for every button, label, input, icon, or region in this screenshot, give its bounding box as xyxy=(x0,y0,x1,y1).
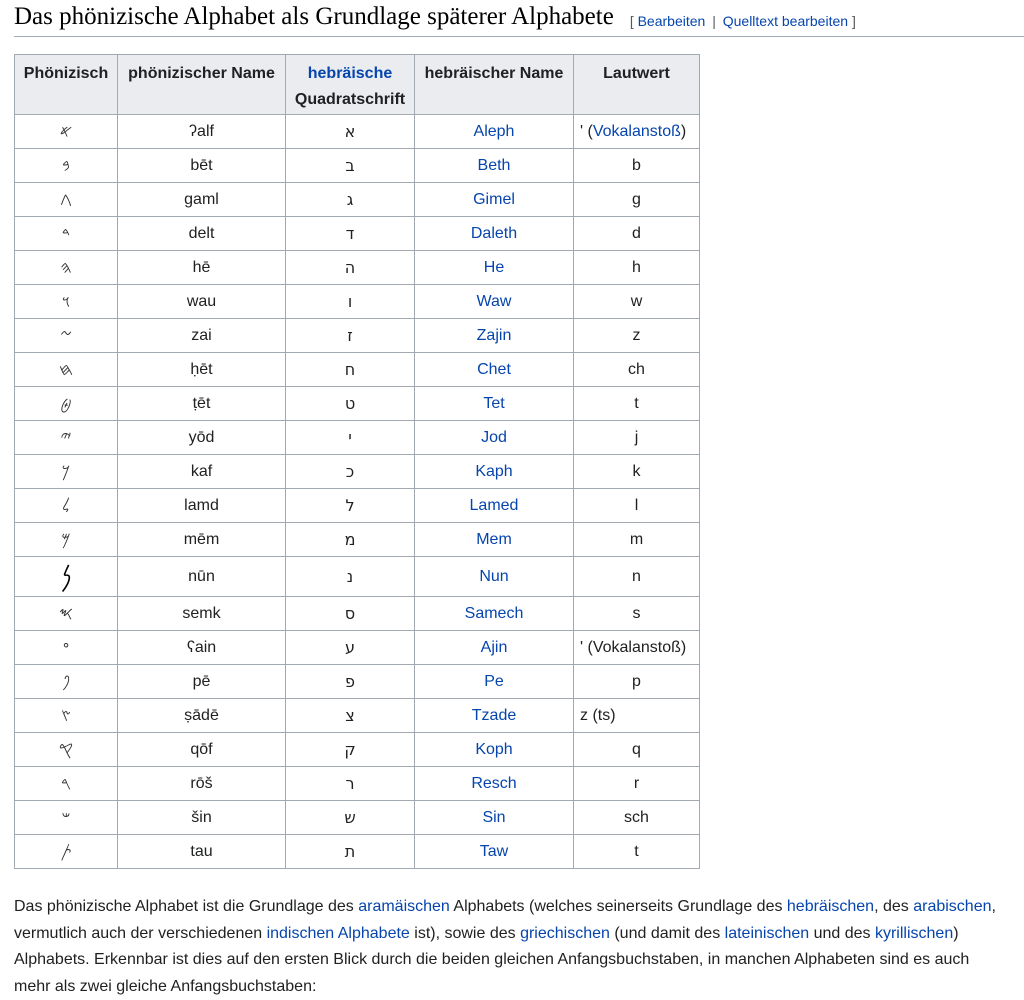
hebrew-name-cell xyxy=(415,387,574,421)
phoenician-letter-glyph: 𐤕 xyxy=(60,841,72,862)
hebrew-letter-cell xyxy=(286,353,415,387)
phoenician-name-cell: ʕain xyxy=(118,631,286,665)
hebrew-name-cell xyxy=(415,631,574,665)
hebrew-name-link[interactable]: Lamed xyxy=(469,496,519,514)
section-heading xyxy=(14,0,1024,37)
table-row xyxy=(15,699,700,733)
hebrew-letter: ל xyxy=(345,495,355,515)
hebrew-letter: ט xyxy=(344,393,356,413)
phoenician-letter-cell xyxy=(15,319,118,353)
phoenician-letter-cell xyxy=(15,557,118,597)
hebrew-letter-cell xyxy=(286,733,415,767)
hebrew-letter-cell xyxy=(286,251,415,285)
phoenician-letter-glyph: 𐤄 xyxy=(60,257,72,278)
hebrew-name-cell xyxy=(415,149,574,183)
phoenician-name-cell: ṣādē xyxy=(118,699,286,733)
header-sound-value: Lautwert xyxy=(574,55,700,115)
phoenician-letter-cell xyxy=(15,699,118,733)
phoenician-letter-glyph: 𐤃 xyxy=(61,223,71,244)
sound-value-cell: j xyxy=(574,421,700,455)
paragraph-text: Alphabets (welches seinerseits Grundlage des xyxy=(449,898,787,915)
hebrew-name-cell xyxy=(415,421,574,455)
phoenician-name-cell: kaf xyxy=(118,455,286,489)
phoenician-letter-cell xyxy=(15,115,118,149)
paragraph-text: ) Alphabets. Erkennbar ist dies auf den ersten Blick durch die beiden gleichen Anfangsbuchstaben, in manchen Alphabeten sind es auch mehr als zwei gleiche Anfangsbuchstaben: xyxy=(14,924,970,995)
hebrew-name-link[interactable]: Kaph xyxy=(475,462,513,480)
sound-value-cell: g xyxy=(574,183,700,217)
hebrew-letter-cell xyxy=(286,699,415,733)
hebrew-letter: פ xyxy=(345,671,355,691)
hebrew-letter-cell xyxy=(286,557,415,597)
sound-value-cell: b xyxy=(574,149,700,183)
table-body xyxy=(15,115,700,869)
phoenician-name-cell: tau xyxy=(118,835,286,869)
edit-separator: | xyxy=(712,13,716,29)
hebrew-letter: ג xyxy=(346,189,354,209)
phoenician-name-cell: mēm xyxy=(118,523,286,557)
hebrew-letter-cell xyxy=(286,421,415,455)
phoenician-name-cell: ṭēt xyxy=(118,387,286,421)
table-header-row xyxy=(15,55,700,115)
phoenician-letter-glyph: 𐤅 xyxy=(61,291,71,312)
hebrew-name-link[interactable]: Waw xyxy=(476,292,512,310)
article-link[interactable]: hebräischen xyxy=(786,898,875,915)
sound-value-cell: p xyxy=(574,665,700,699)
hebrew-letter: א xyxy=(344,121,356,141)
phoenician-letter-glyph: 𐤐 xyxy=(61,671,71,692)
hebrew-name-link[interactable]: Mem xyxy=(476,530,512,548)
phoenician-name-cell: ʔalf xyxy=(118,115,286,149)
sound-value-cell: q xyxy=(574,733,700,767)
table-row xyxy=(15,523,700,557)
hebrew-letter-cell xyxy=(286,597,415,631)
phoenician-letter-glyph: 𐤒 xyxy=(58,739,74,760)
article-link[interactable]: aramäischen xyxy=(358,898,450,915)
header-phoenician: Phönizisch xyxy=(15,55,118,115)
phoenician-name-cell: bēt xyxy=(118,149,286,183)
sound-value-cell: z xyxy=(574,319,700,353)
hebrew-letter: ו xyxy=(347,291,353,311)
hebrew-name-link[interactable]: Daleth xyxy=(470,224,518,242)
header-hebrew-script xyxy=(286,55,415,115)
phoenician-letter-cell xyxy=(15,217,118,251)
table-row xyxy=(15,319,700,353)
hebrew-name-cell xyxy=(415,597,574,631)
phoenician-letter-glyph: 𐤆 xyxy=(59,325,73,346)
article-link[interactable]: griechischen xyxy=(520,924,610,942)
phoenician-letter-glyph: 𐤓 xyxy=(60,773,72,794)
phoenician-letter-cell xyxy=(15,801,118,835)
article-link[interactable]: kyrillischen xyxy=(874,924,954,942)
sound-value-suffix: ) xyxy=(680,122,687,140)
hebrew-letter: ק xyxy=(344,739,356,759)
sound-value-cell xyxy=(574,115,700,149)
hebrew-letter: ר xyxy=(345,773,355,793)
header-hebrew-script-rest: Quadratschrift xyxy=(294,91,406,108)
table-row xyxy=(15,665,700,699)
hebrew-letter-cell xyxy=(286,631,415,665)
hebrew-letter-cell xyxy=(286,767,415,801)
phoenician-letter-glyph: 𐤊 xyxy=(61,461,71,482)
phoenician-letter-cell xyxy=(15,183,118,217)
hebrew-letter: ז xyxy=(347,325,353,345)
sound-value-cell: n xyxy=(574,557,700,597)
phoenician-name-cell: rōš xyxy=(118,767,286,801)
phoenician-name-cell: zai xyxy=(118,319,286,353)
phoenician-letter-cell xyxy=(15,665,118,699)
phoenician-letter-glyph: 𐤏 xyxy=(62,637,70,658)
hebrew-letter: ד xyxy=(345,223,355,243)
sound-value-cell: t xyxy=(574,387,700,421)
hebrew-name-cell xyxy=(415,353,574,387)
phoenician-name-cell: delt xyxy=(118,217,286,251)
phoenician-letter-glyph: 𐤌 xyxy=(61,529,71,550)
paragraph-text: , des xyxy=(874,898,914,915)
phoenician-letter-cell xyxy=(15,597,118,631)
paragraph-text: und des xyxy=(809,924,875,942)
section-title: Das phönizische Alphabet als Grundlage späterer Alphabete xyxy=(14,3,614,30)
hebrew-name-cell xyxy=(415,455,574,489)
hebrew-name-link[interactable]: Resch xyxy=(471,774,517,792)
hebrew-name-cell xyxy=(415,523,574,557)
table-row xyxy=(15,149,700,183)
hebrew-name-link[interactable]: Pe xyxy=(484,672,504,690)
hebrew-name-cell xyxy=(415,801,574,835)
phoenician-name-cell: hē xyxy=(118,251,286,285)
hebrew-letter: ש xyxy=(344,807,356,827)
hebrew-letter-cell xyxy=(286,387,415,421)
hebrew-name-link[interactable]: Sin xyxy=(482,808,506,826)
phoenician-letter-glyph: 𐤂 xyxy=(60,189,72,210)
hebrew-letter: ת xyxy=(344,841,356,861)
hebrew-name-link[interactable]: Jod xyxy=(481,428,507,446)
hebrew-letter: צ xyxy=(345,705,355,725)
bracket-close: ] xyxy=(851,13,856,29)
hebrew-name-link[interactable]: Tet xyxy=(483,394,505,412)
paragraph-text: ist), sowie des xyxy=(409,924,521,942)
alphabet-table xyxy=(14,54,700,869)
phoenician-letter-cell xyxy=(15,353,118,387)
phoenician-letter-cell xyxy=(15,455,118,489)
phoenician-letter-glyph: 𐤑 xyxy=(60,705,71,726)
hebrew-name-link[interactable]: Koph xyxy=(475,740,513,758)
hebrew-name-cell xyxy=(415,285,574,319)
hebrew-letter-cell xyxy=(286,319,415,353)
hebrew-name-cell xyxy=(415,665,574,699)
hebrew-name-cell xyxy=(415,557,574,597)
hebrew-letter: י xyxy=(348,427,352,447)
table-row xyxy=(15,285,700,319)
hebrew-name-link[interactable]: Samech xyxy=(464,604,524,622)
phoenician-name-cell: šin xyxy=(118,801,286,835)
phoenician-letter-cell xyxy=(15,149,118,183)
phoenician-letter-glyph: 𐤉 xyxy=(60,427,72,448)
table-row xyxy=(15,115,700,149)
hebrew-letter-cell xyxy=(286,455,415,489)
hebrew-letter-cell xyxy=(286,285,415,319)
hebrew-name-link[interactable]: Taw xyxy=(479,842,509,860)
hebrew-name-link[interactable]: Zajin xyxy=(476,326,512,344)
hebrew-name-cell xyxy=(415,699,574,733)
sound-value-cell: k xyxy=(574,455,700,489)
hebrew-letter-cell xyxy=(286,115,415,149)
table-row xyxy=(15,835,700,869)
phoenician-letter-glyph: 𐤍 xyxy=(60,559,72,594)
hebrew-name-cell xyxy=(415,115,574,149)
phoenician-name-cell: ḥēt xyxy=(118,353,286,387)
hebrew-letter: מ xyxy=(344,529,356,549)
hebrew-name-link[interactable]: Beth xyxy=(477,156,511,174)
hebrew-letter: ע xyxy=(344,637,355,657)
phoenician-letter-glyph: 𐤇 xyxy=(58,359,74,380)
table-row xyxy=(15,353,700,387)
hebrew-letter-cell xyxy=(286,801,415,835)
sound-value-cell: s xyxy=(574,597,700,631)
phoenician-name-cell: pē xyxy=(118,665,286,699)
table-row xyxy=(15,455,700,489)
phoenician-letter-glyph: 𐤈 xyxy=(60,393,72,414)
sound-value-cell: z (ts) xyxy=(574,699,700,733)
table-row xyxy=(15,387,700,421)
hebrew-letter-cell xyxy=(286,523,415,557)
source-edit-link[interactable]: Quelltext bearbeiten xyxy=(722,13,849,29)
hebrew-letter-cell xyxy=(286,665,415,699)
article-link[interactable]: indischen Alphabete xyxy=(266,924,410,942)
hebrew-name-cell xyxy=(415,251,574,285)
phoenician-letter-cell xyxy=(15,631,118,665)
phoenician-letter-glyph: 𐤎 xyxy=(58,603,74,624)
hebrew-letter: כ xyxy=(345,461,355,481)
hebrew-name-link[interactable]: Gimel xyxy=(473,190,515,208)
phoenician-name-cell: gaml xyxy=(118,183,286,217)
edit-section-links xyxy=(630,11,856,31)
table-row xyxy=(15,597,700,631)
hebrew-name-cell xyxy=(415,835,574,869)
phoenician-letter-glyph: 𐤀 xyxy=(59,121,73,142)
table-row xyxy=(15,631,700,665)
phoenician-letter-cell xyxy=(15,489,118,523)
hebrew-letter: ה xyxy=(344,257,356,277)
table-row xyxy=(15,801,700,835)
paragraph-text: Das phönizische Alphabet ist die Grundlage des xyxy=(14,898,359,915)
hebrew-letter-cell xyxy=(286,149,415,183)
sound-value-cell: w xyxy=(574,285,700,319)
hebrew-letter: ס xyxy=(344,603,356,623)
table-row xyxy=(15,489,700,523)
hebrew-letter-cell xyxy=(286,835,415,869)
phoenician-letter-cell xyxy=(15,767,118,801)
header-phoenician-name: phönizischer Name xyxy=(118,55,286,115)
sound-value-cell: ' (Vokalanstoß) xyxy=(574,631,700,665)
paragraph-text: (und damit des xyxy=(609,924,725,942)
bracket-open: [ xyxy=(629,13,634,29)
phoenician-letter-cell xyxy=(15,285,118,319)
hebrew-name-link[interactable]: He xyxy=(483,258,505,276)
phoenician-letter-glyph: 𐤔 xyxy=(61,807,71,828)
phoenician-name-cell: qōf xyxy=(118,733,286,767)
phoenician-letter-glyph: 𐤁 xyxy=(62,155,70,176)
hebrew-letter: ב xyxy=(345,155,355,175)
hebrew-letter: נ xyxy=(346,566,354,586)
header-hebrew-name: hebräischer Name xyxy=(415,55,574,115)
article-link[interactable]: lateinischen xyxy=(724,924,810,942)
sound-value-cell: h xyxy=(574,251,700,285)
hebrew-name-link[interactable]: Nun xyxy=(479,567,509,585)
hebrew-name-cell xyxy=(415,217,574,251)
table-row xyxy=(15,217,700,251)
sound-value-link[interactable]: Vokalanstoß xyxy=(592,122,681,140)
hebrew-letter: ח xyxy=(344,359,356,379)
sound-value-cell: ch xyxy=(574,353,700,387)
phoenician-letter-cell xyxy=(15,421,118,455)
phoenician-letter-glyph: 𐤋 xyxy=(61,495,71,516)
hebrew-letter-cell xyxy=(286,183,415,217)
sound-value-prefix: ' ( xyxy=(580,122,593,140)
edit-link[interactable]: Bearbeiten xyxy=(637,13,706,29)
hebrew-name-link[interactable]: Chet xyxy=(477,360,511,378)
sound-value-cell: d xyxy=(574,217,700,251)
phoenician-letter-cell xyxy=(15,523,118,557)
hebrew-name-link[interactable]: Tzade xyxy=(471,706,517,724)
table-row xyxy=(15,767,700,801)
hebrew-name-link[interactable]: Aleph xyxy=(473,122,515,140)
table-row xyxy=(15,183,700,217)
phoenician-name-cell: wau xyxy=(118,285,286,319)
hebrew-name-cell xyxy=(415,489,574,523)
intro-paragraph xyxy=(14,894,1009,1000)
phoenician-name-cell: yōd xyxy=(118,421,286,455)
paragraph-text: , vermutlich auch der verschiedenen xyxy=(14,898,996,942)
table-row xyxy=(15,733,700,767)
hebrew-name-cell xyxy=(415,733,574,767)
sound-value-cell: t xyxy=(574,835,700,869)
table-row xyxy=(15,557,700,597)
phoenician-letter-cell xyxy=(15,835,118,869)
phoenician-letter-cell xyxy=(15,251,118,285)
sound-value-cell: r xyxy=(574,767,700,801)
hebrew-letter-cell xyxy=(286,489,415,523)
sound-value-cell: l xyxy=(574,489,700,523)
article-link[interactable]: arabischen xyxy=(913,898,992,915)
hebrew-script-link[interactable]: hebräische xyxy=(307,65,393,82)
phoenician-name-cell: nūn xyxy=(118,557,286,597)
hebrew-name-cell xyxy=(415,183,574,217)
phoenician-name-cell: semk xyxy=(118,597,286,631)
table-row xyxy=(15,251,700,285)
hebrew-name-cell xyxy=(415,767,574,801)
hebrew-name-cell xyxy=(415,319,574,353)
hebrew-name-link[interactable]: Ajin xyxy=(480,638,508,656)
phoenician-name-cell: lamd xyxy=(118,489,286,523)
table-row xyxy=(15,421,700,455)
sound-value-cell: sch xyxy=(574,801,700,835)
phoenician-letter-cell xyxy=(15,387,118,421)
sound-value-cell: m xyxy=(574,523,700,557)
phoenician-letter-cell xyxy=(15,733,118,767)
hebrew-letter-cell xyxy=(286,217,415,251)
